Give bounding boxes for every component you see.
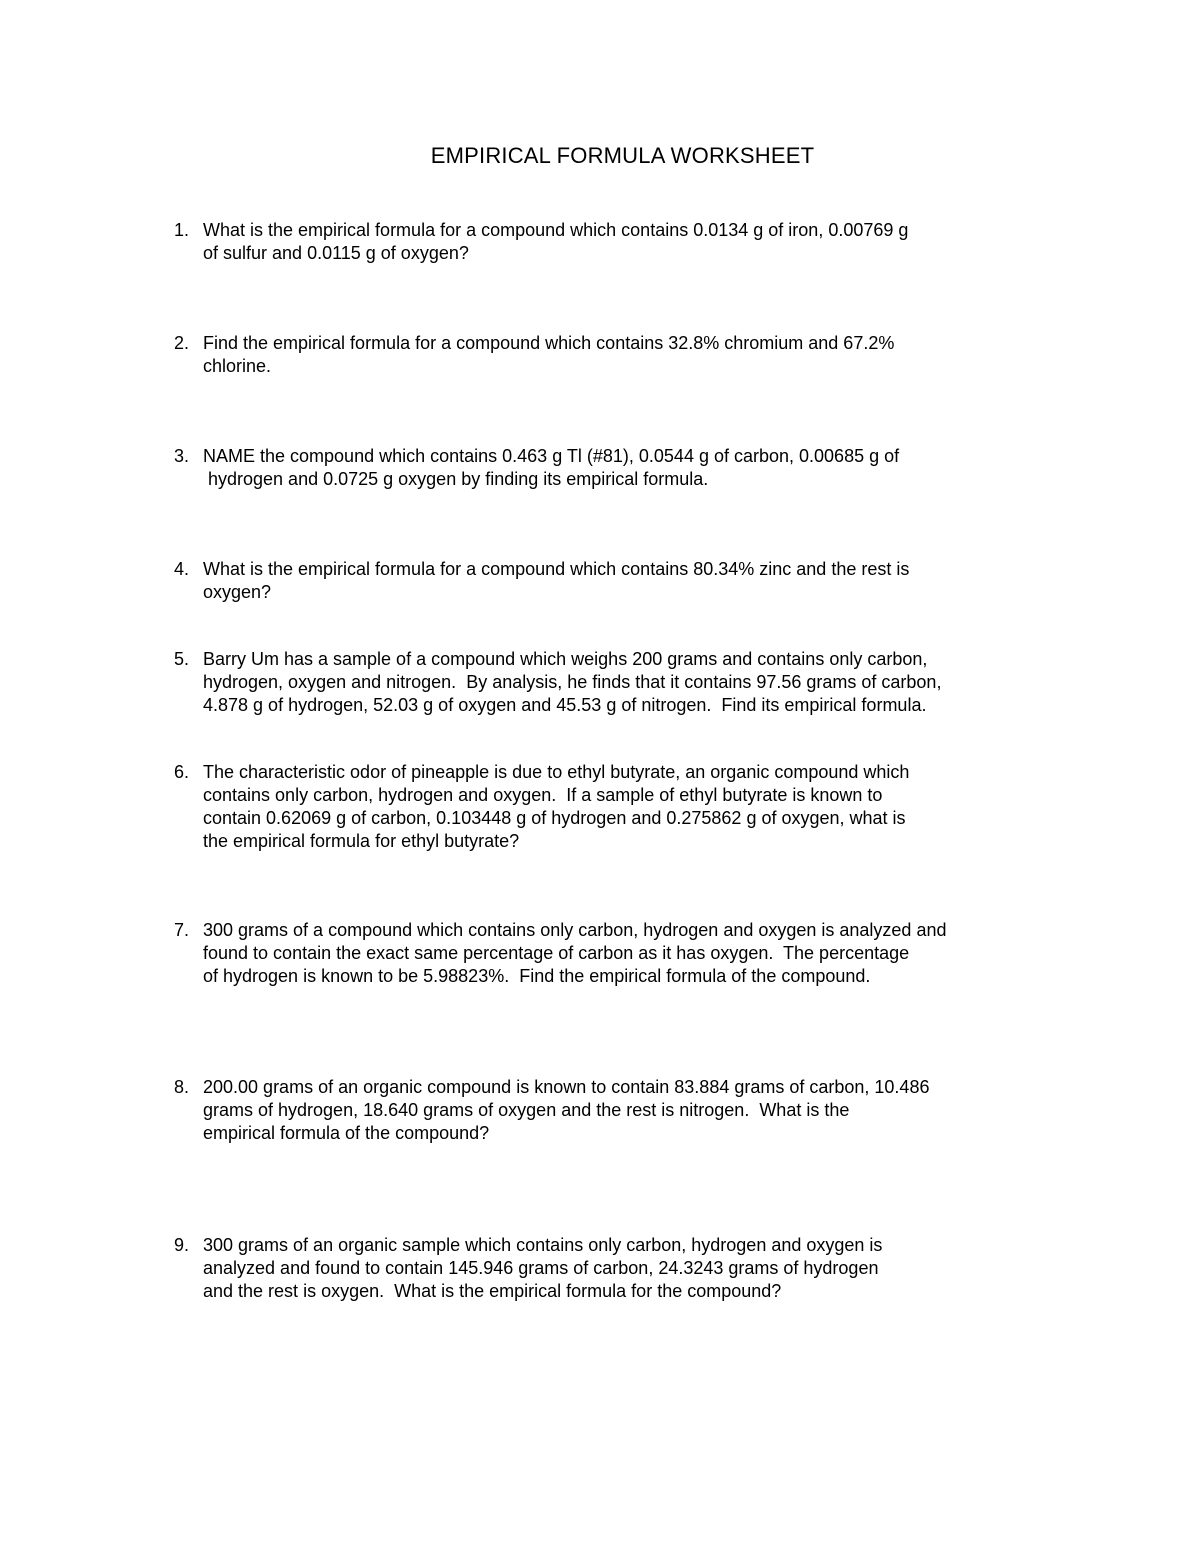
question-text-line: 200.00 grams of an organic compound is known to contain 83.884 grams of carbon, 10.486	[203, 1077, 930, 1097]
question-5	[174, 648, 1054, 717]
question-text-line: The characteristic odor of pineapple is due to ethyl butyrate, an organic compound which	[203, 762, 910, 782]
question-3	[174, 445, 1054, 491]
question-text-line: NAME the compound which contains 0.463 g Tl (#81), 0.0544 g of carbon, 0.00685 g of	[203, 446, 900, 466]
question-text-line: of hydrogen is known to be 5.98823%. Find the empirical formula of the compound.	[203, 966, 871, 986]
question-text-line: What is the empirical formula for a compound which contains 80.34% zinc and the rest is	[203, 559, 910, 579]
question-text-line: contain 0.62069 g of carbon, 0.103448 g of hydrogen and 0.275862 g of oxygen, what is	[203, 808, 906, 828]
question-9	[174, 1234, 1054, 1303]
question-text-line: found to contain the exact same percentage of carbon as it has oxygen. The percentage	[203, 943, 910, 963]
question-text-line: analyzed and found to contain 145.946 grams of carbon, 24.3243 grams of hydrogen	[203, 1258, 879, 1278]
question-number: 3.	[174, 446, 190, 466]
question-number: 1.	[174, 220, 190, 240]
question-number: 6.	[174, 762, 190, 782]
question-text-line: oxygen?	[203, 582, 272, 602]
question-4	[174, 558, 1054, 604]
question-7	[174, 919, 1054, 988]
question-1	[174, 219, 1054, 265]
question-text-line: What is the empirical formula for a compound which contains 0.0134 g of iron, 0.00769 g	[203, 220, 909, 240]
question-8	[174, 1076, 1054, 1145]
question-text-line: 4.878 g of hydrogen, 52.03 g of oxygen and 45.53 g of nitrogen. Find its empirical formula.	[203, 695, 927, 715]
question-text-line: hydrogen, oxygen and nitrogen. By analysis, he finds that it contains 97.56 grams of carbon,	[203, 672, 942, 692]
question-number: 2.	[174, 333, 190, 353]
question-text-line: 300 grams of a compound which contains only carbon, hydrogen and oxygen is analyzed and	[203, 920, 947, 940]
question-6	[174, 761, 1054, 853]
question-text-line: 300 grams of an organic sample which contains only carbon, hydrogen and oxygen is	[203, 1235, 883, 1255]
question-2	[174, 332, 1054, 378]
question-text-line: Find the empirical formula for a compound which contains 32.8% chromium and 67.2%	[203, 333, 895, 353]
worksheet-title: EMPIRICAL FORMULA WORKSHEET	[430, 143, 815, 168]
question-text-line: Barry Um has a sample of a compound which weighs 200 grams and contains only carbon,	[203, 649, 928, 669]
question-number: 8.	[174, 1077, 190, 1097]
question-text-line: and the rest is oxygen. What is the empirical formula for the compound?	[203, 1281, 782, 1301]
question-text-line: the empirical formula for ethyl butyrate?	[203, 831, 520, 851]
question-text-line: of sulfur and 0.0115 g of oxygen?	[203, 243, 469, 263]
question-text-line: contains only carbon, hydrogen and oxygen. If a sample of ethyl butyrate is known to	[203, 785, 883, 805]
question-number: 9.	[174, 1235, 190, 1255]
question-text-line: hydrogen and 0.0725 g oxygen by finding its empirical formula.	[208, 469, 709, 489]
question-number: 5.	[174, 649, 190, 669]
question-text-line: grams of hydrogen, 18.640 grams of oxygen and the rest is nitrogen. What is the	[203, 1100, 850, 1120]
question-text-line: empirical formula of the compound?	[203, 1123, 490, 1143]
question-number: 7.	[174, 920, 190, 940]
question-number: 4.	[174, 559, 190, 579]
question-text-line: chlorine.	[203, 356, 272, 376]
